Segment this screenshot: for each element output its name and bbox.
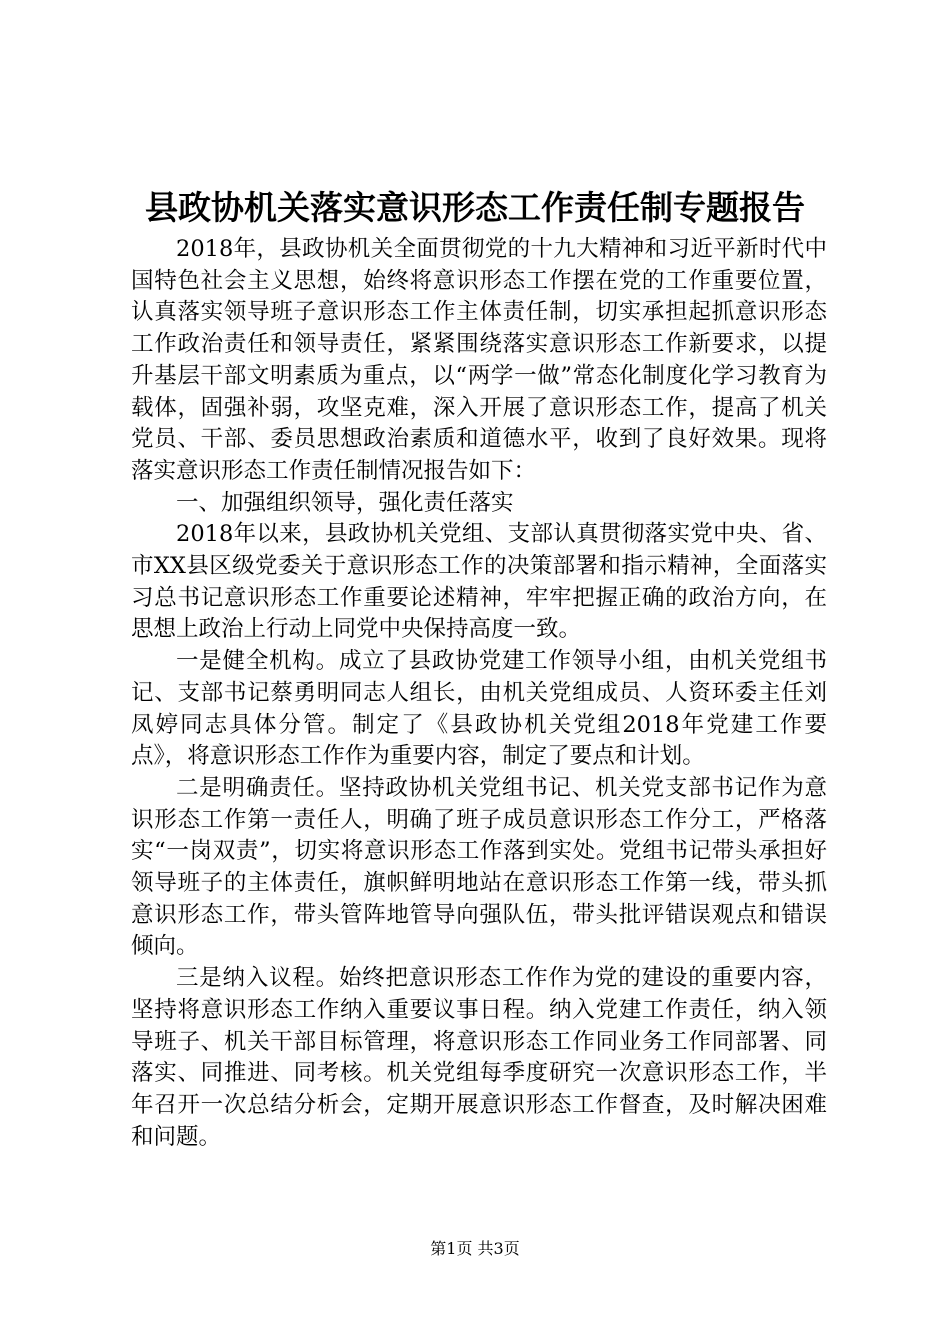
section-heading-1: 一、加强组织领导，强化责任落实 xyxy=(176,489,514,516)
paragraph-section-1: 2018年以来，县政协机关党组、支部认真贯彻落实党中央、省、市XX县区级党委关于意识形态工作的决策部署和指示精神，全面落实习总书记意识形态工作重要论述精神，牢牢把握正确的政治方向，在思想上政治上行动上同党中央保持高度一致。 xyxy=(131,521,827,643)
document-title: 县政协机关落实意识形态工作责任制专题报告 xyxy=(145,188,805,227)
paragraph-point-3: 三是纳入议程。始终把意识形态工作作为党的建设的重要内容，坚持将意识形态工作纳入重要议事日程。纳入党建工作责任，纳入领导班子、机关干部目标管理，将意识形态工作同业务工作同部署、同落实、同推进、同考核。机关党组每季度研究一次意识形态工作，半年召开一次总结分析会，定期开展意识形态工作督查，及时解决困难和问题。 xyxy=(131,965,827,1150)
paragraph-point-1: 一是健全机构。成立了县政协党建工作领导小组，由机关党组书记、支部书记蔡勇明同志人组长，由机关党组成员、人资环委主任刘凤婷同志具体分管。制定了《县政协机关党组2018年党建工作要点》，将意识形态工作作为重要内容，制定了要点和计划。 xyxy=(131,648,827,770)
paragraph-point-2: 二是明确责任。坚持政协机关党组书记、机关党支部书记作为意识形态工作第一责任人，明确了班子成员意识形态工作分工，严格落实“一岗双责”，切实将意识形态工作落到实处。党组书记带头承担好领导班子的主体责任，旗帜鲜明地站在意识形态工作第一线，带头抓意识形态工作，带头管阵地管导向强队伍，带头批评错误观点和错误倾向。 xyxy=(131,774,827,960)
paragraph-intro: 2018年，县政协机关全面贯彻党的十九大精神和习近平新时代中国特色社会主义思想，始终将意识形态工作摆在党的工作重要位置，认真落实领导班子意识形态工作主体责任制，切实承担起抓意识形态工作政治责任和领导责任，紧紧围绕落实意识形态工作新要求，以提升基层干部文明素质为重点，以“两学一做”常态化制度化学习教育为载体，固强补弱，攻坚克难，深入开展了意识形态工作，提高了机关党员、干部、委员思想政治素质和道德水平，收到了良好效果。现将落实意识形态工作责任制情况报告如下： xyxy=(131,236,827,484)
document-body xyxy=(131,234,827,1153)
page-footer: 第1页 共3页 xyxy=(430,1239,520,1258)
